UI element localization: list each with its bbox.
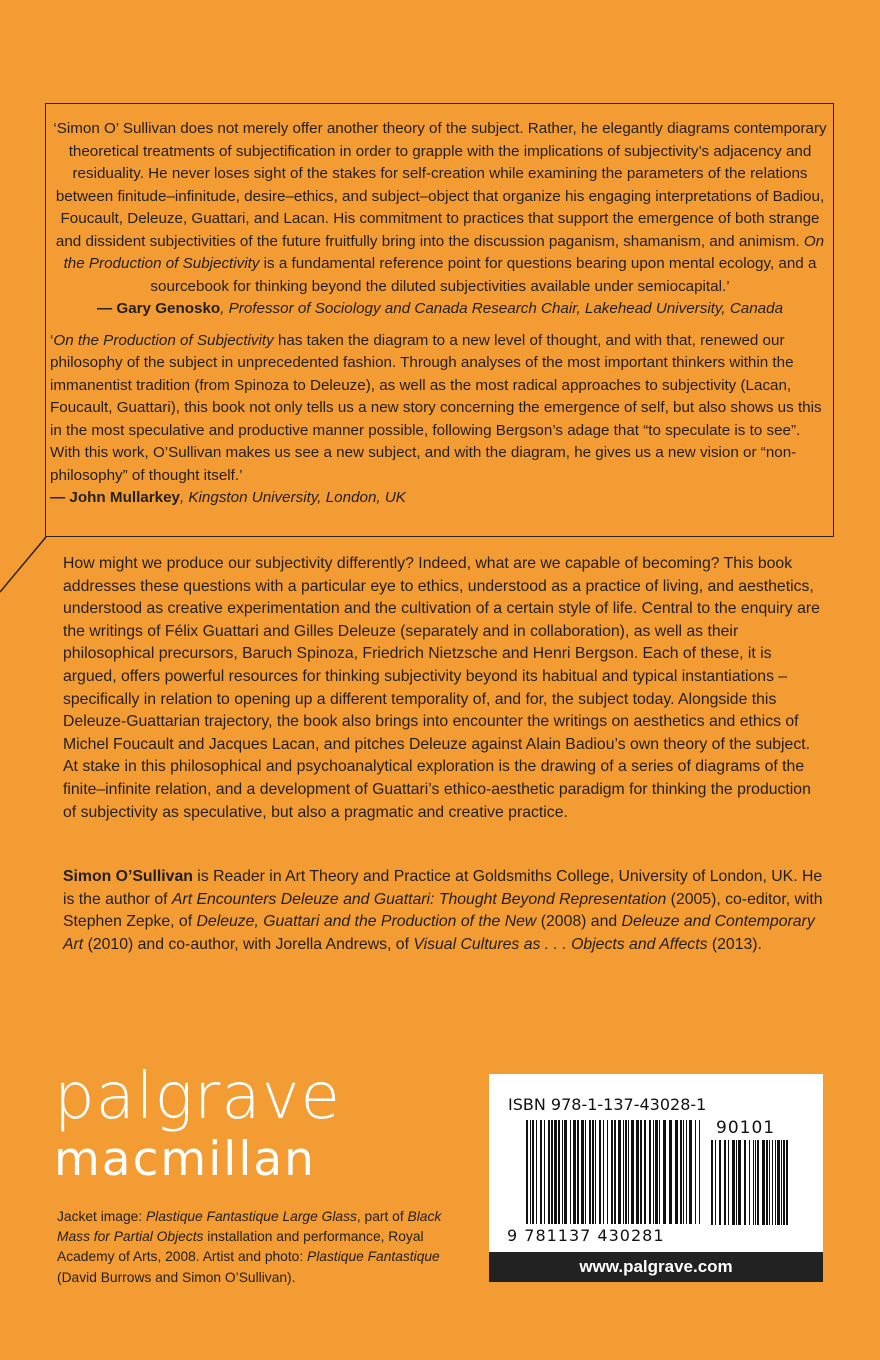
barcode-bar: [781, 1140, 782, 1225]
barcode-bar: [689, 1120, 692, 1224]
barcode-bar: [644, 1120, 646, 1224]
barcode-bar: [526, 1120, 528, 1224]
barcode-bar: [649, 1120, 651, 1224]
barcode-bar: [680, 1120, 682, 1224]
barcode-bar: [551, 1120, 553, 1224]
barcode-bar: [653, 1120, 654, 1224]
barcode-bar: [655, 1120, 658, 1224]
barcode-bar: [614, 1120, 616, 1224]
quote-genosko-attribution: — Gary Genosko, Professor of Sociology and Canada Research Chair, Lakehead University, Canada: [96, 300, 784, 317]
barcode-bar: [695, 1120, 696, 1224]
logo-macmillan: macmillan: [54, 1132, 316, 1187]
barcode-bar: [738, 1140, 741, 1225]
barcode-bar: [544, 1120, 545, 1224]
barcode-bar: [777, 1140, 780, 1225]
barcode-bar: [540, 1120, 542, 1224]
barcode-bar: [769, 1140, 770, 1225]
barcode-bar: [564, 1120, 567, 1224]
barcode-bar: [753, 1140, 754, 1225]
barcode-addon-digits: 90101: [716, 1118, 776, 1138]
barcode-bar: [623, 1120, 624, 1224]
barcode-bar: [640, 1120, 642, 1224]
author-bio: Simon O’Sullivan is Reader in Art Theory and Practice at Goldsmiths College, University of London, UK. He is the author of Art Encounters Deleuze and Guattari: Thought Beyond Representation (2005), co-editor, with Stephen Zepke, of Deleuze, Guattari and the Production of the New (2008) and Deleuze and Contemporary Art (2010) and co-author, with Jorella Andrews, of Visual Cultures as . . . Objects and Affects (2013).: [63, 868, 823, 953]
barcode-bar: [736, 1140, 737, 1225]
barcode-bar: [669, 1120, 672, 1224]
barcode-bar: [589, 1120, 591, 1224]
frame-pointer: [0, 530, 60, 610]
barcode-bar: [585, 1120, 586, 1224]
barcode-bar: [573, 1120, 576, 1224]
barcode-bar: [548, 1120, 550, 1224]
quote-mullarkey-attribution: — John Mullarkey, Kingston University, London, UK: [50, 489, 406, 506]
quote-mullarkey: ‘On the Production of Subjectivity has taken the diagram to a new level of thought, and with that, renewed our philosophy of the subject in unprecedented fashion. Through analyses of the most important thinkers within the immanentist tradition (from Spinoza to Deleuze), as well as the most radical approaches to subjectivity (Lacan, Foucault, Guattari), this book not only tells us a new story concerning the emergence of self, but also shows us this in the most speculative and productive manner possible, following Bergson’s adage that “to speculate is to see”. With this work, O’Sullivan makes us see a new subject, and with the diagram, he gives us a new vision or “non-philosophy” of thought itself.’: [50, 331, 822, 484]
publisher-logo: [54, 1062, 341, 1188]
barcode-bar: [719, 1140, 721, 1225]
barcode-bar: [683, 1120, 684, 1224]
barcode-bar: [595, 1120, 596, 1224]
barcode-bar: [766, 1140, 768, 1225]
publisher-website: www.palgrave.com: [489, 1252, 823, 1282]
isbn-label: ISBN 978-1-137-43028-1: [508, 1095, 707, 1114]
barcode-bar: [592, 1120, 594, 1224]
barcode-bar: [536, 1120, 537, 1224]
barcode-main-digits: 9 781137 430281: [507, 1226, 665, 1245]
barcode-bar: [715, 1140, 716, 1225]
barcode-bar: [581, 1120, 584, 1224]
quote-genosko: ‘Simon O’ Sullivan does not merely offer another theory of the subject. Rather, he elegantly diagrams contemporary theoretical treatments of subjectification in order to grapple with the implications of subjectivity’s adjacency and residuality. He never loses sight of the stakes for self-creation while examining the parameters of the relations between finitude–infinitude, desire–ethics, and subject–object that organize his engaging interpretations of Badiou, Foucault, Deleuze, Guattari, and Lacan. His commitment to practices that support the emergence of both strange and dissident subjectivities of the future fruitfully bring into the discussion paganism, shamanism, and animism. On the Production of Subjectivity is a fundamental reference point for questions bearing upon mental ecology, and a sourcebook for thinking beyond the diluted subjectivities available under semiocapital.’: [53, 120, 827, 295]
barcode-bar: [607, 1120, 608, 1224]
barcode-bar: [775, 1140, 776, 1225]
barcode-panel: [489, 1074, 823, 1252]
barcode-bar: [599, 1120, 601, 1224]
barcode-bar: [631, 1120, 634, 1224]
barcode-bar: [786, 1140, 788, 1225]
barcode-bar: [711, 1140, 713, 1225]
barcode-bar: [554, 1120, 557, 1224]
barcode-bar: [686, 1120, 687, 1224]
barcode-bar: [570, 1120, 571, 1224]
barcode-bar: [744, 1140, 746, 1225]
barcode-bar: [558, 1120, 560, 1224]
jacket-credit: Jacket image: Plastique Fantastique Large Glass, part of Black Mass for Partial Objects installation and performance, Royal Academy of Arts, 2008. Artist and photo: Plastique Fantastique (David Burrows and Simon O’Sullivan).: [57, 1209, 442, 1285]
barcode-bar: [625, 1120, 627, 1224]
barcode-bar: [675, 1120, 678, 1224]
barcode-bar: [659, 1120, 660, 1224]
barcode-bar: [699, 1120, 700, 1224]
barcode-bar: [618, 1120, 621, 1224]
barcode-bar: [562, 1120, 563, 1224]
logo-palgrave: palgrave: [54, 1060, 341, 1134]
book-description: How might we produce our subjectivity differently? Indeed, what are we capable of becoming? This book addresses these questions with a particular eye to ethics, understood as a practice of living, and aesthetics, understood as creative experimentation and the cultivation of a certain style of life. Central to the enquiry are the writings of Félix Guattari and Gilles Deleuze (separately and in collaboration), as well as their philosophical precursors, Baruch Spinoza, Friedrich Nietzsche and Henri Bergson. Each of these, it is argued, offers powerful resources for thinking subjectivity beyond its habitual and typical instantiations – specifically in relation to opening up a different temporality of, and for, the subject today. Alongside this Deleuze-Guattarian trajectory, the book also brings into encounter the writings on aesthetics and ethics of Michel Foucault and Jacques Lacan, and pitches Deleuze against Alain Badiou’s own theory of the subject. At stake in this philosophical and psychoanalytical exploration is the drawing of a series of diagrams of the finite–infinite relation, and a development of Guattari’s ethico-aesthetic paradigm for thinking the production of subjectivity as speculative, but also a pragmatic and creative practice.: [63, 555, 820, 821]
barcode-bar: [728, 1140, 729, 1225]
barcode-bar: [783, 1140, 785, 1225]
barcode-bar: [663, 1120, 666, 1224]
barcode-bar: [749, 1140, 750, 1225]
review-quotes: [50, 118, 830, 510]
barcode-bar: [636, 1120, 639, 1224]
barcode-bar: [611, 1120, 613, 1224]
barcode-bar: [532, 1120, 534, 1224]
barcode-bar: [755, 1140, 756, 1225]
barcode-bar: [762, 1140, 765, 1225]
barcode-bar: [603, 1120, 604, 1224]
barcode-bar: [757, 1140, 759, 1225]
barcode-bar: [724, 1140, 726, 1225]
barcode-bar: [628, 1120, 629, 1224]
barcode-bar: [772, 1140, 773, 1225]
barcode-bar: [577, 1120, 579, 1224]
barcode-bar: [732, 1140, 735, 1225]
barcode-bar: [530, 1120, 531, 1224]
